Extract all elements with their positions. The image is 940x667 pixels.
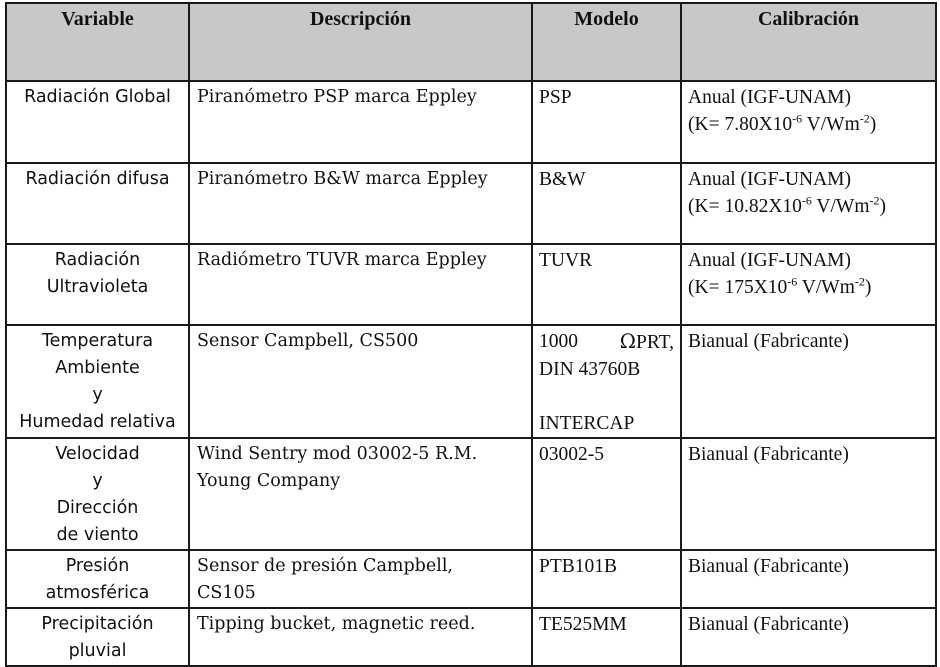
- variable-cell: [6, 608, 189, 666]
- table-row: [6, 608, 936, 666]
- variable-text: y: [92, 385, 103, 405]
- description-text: Sensor de presión Campbell,: [197, 556, 453, 576]
- instrument-table: [5, 2, 937, 667]
- description-cell: [189, 244, 532, 325]
- table-row: [6, 550, 936, 608]
- model-text: TE525MM: [539, 614, 627, 635]
- model-text: 1000 ΩPRT,: [539, 330, 674, 353]
- calibration-text: Bianual (Fabricante): [688, 614, 849, 635]
- variable-text: Velocidad: [55, 444, 140, 464]
- variable-text: Temperatura: [41, 331, 154, 351]
- header-row: [6, 3, 936, 81]
- description-text: Sensor Campbell, CS500: [197, 331, 419, 351]
- description-text: Radiómetro TUVR marca Eppley: [197, 250, 487, 270]
- description-text: Piranómetro B&W marca Eppley: [197, 169, 488, 189]
- table-row: [6, 438, 936, 550]
- variable-text: atmosférica: [45, 583, 150, 603]
- description-cell: [189, 438, 532, 550]
- table-row: [6, 325, 936, 438]
- variable-cell: [6, 81, 189, 163]
- variable-text: Presión: [65, 556, 130, 576]
- variable-text: de viento: [56, 525, 139, 545]
- model-text: PSP: [539, 87, 572, 108]
- model-text: PTB101B: [539, 556, 618, 577]
- calibration-cell: [681, 81, 936, 163]
- variable-cell: [6, 438, 189, 550]
- model-text: B&W: [539, 169, 586, 190]
- variable-text: Humedad relativa: [19, 412, 176, 432]
- model-cell: [532, 608, 681, 666]
- model-text: INTERCAP: [539, 413, 635, 434]
- variable-text: Radiación Global: [24, 87, 171, 107]
- calibration-text: Bianual (Fabricante): [688, 444, 849, 465]
- variable-text: Ambiente: [55, 358, 140, 378]
- description-text: CS105: [197, 583, 256, 603]
- description-text: Wind Sentry mod 03002-5 R.M.: [197, 444, 478, 464]
- variable-text: Dirección: [56, 498, 139, 518]
- model-cell: [532, 244, 681, 325]
- table-row: [6, 81, 936, 163]
- variable-text: y: [92, 471, 103, 491]
- calibration-constant: ($K= 175X10^{-6}$ $V/Wm^{-2}$): [688, 274, 872, 298]
- variable-text: Radiación difusa: [25, 169, 170, 189]
- description-cell: [189, 325, 532, 438]
- model-text: 03002-5: [539, 444, 604, 465]
- calibration-cell: [681, 163, 936, 244]
- header-descripcion: Descripción: [189, 3, 532, 81]
- variable-cell: [6, 550, 189, 608]
- description-cell: [189, 550, 532, 608]
- description-cell: [189, 163, 532, 244]
- omega-symbol: Ω: [619, 330, 636, 353]
- description-text: Young Company: [197, 471, 341, 491]
- calibration-cell: [681, 438, 936, 550]
- calibration-cell: [681, 244, 936, 325]
- variable-cell: [6, 163, 189, 244]
- calibration-text: Anual (IGF-UNAM): [688, 87, 852, 108]
- variable-cell: [6, 244, 189, 325]
- description-cell: [189, 608, 532, 666]
- model-cell: [532, 325, 681, 438]
- variable-text: pluvial: [68, 641, 127, 661]
- model-cell: [532, 81, 681, 163]
- variable-text: Precipitación: [41, 614, 154, 634]
- calibration-text: Anual (IGF-UNAM): [688, 169, 852, 190]
- header-variable: Variable: [6, 3, 189, 81]
- calibration-text: Bianual (Fabricante): [688, 556, 849, 577]
- table-row: [6, 244, 936, 325]
- model-cell: [532, 163, 681, 244]
- calibration-text: Bianual (Fabricante): [688, 331, 849, 352]
- calibration-cell: [681, 325, 936, 438]
- model-text: DIN 43760B: [539, 359, 641, 380]
- description-text: Piranómetro PSP marca Eppley: [197, 87, 477, 107]
- variable-cell: [6, 325, 189, 438]
- description-text: Tipping bucket, magnetic reed.: [197, 614, 476, 634]
- header-modelo: Modelo: [532, 3, 681, 81]
- model-text: [539, 383, 674, 410]
- calibration-cell: [681, 608, 936, 666]
- header-calibracion: Calibración: [681, 3, 936, 81]
- table-row: [6, 163, 936, 244]
- calibration-constant: ($K= 7.80X10^{-6}$ $V/Wm^{-2}$): [688, 111, 877, 135]
- model-cell: [532, 438, 681, 550]
- description-cell: [189, 81, 532, 163]
- variable-text: Ultravioleta: [46, 277, 149, 297]
- calibration-constant: ($K= 10.82X10^{-6}$ $V/Wm^{-2}$): [688, 193, 887, 217]
- calibration-cell: [681, 550, 936, 608]
- model-cell: [532, 550, 681, 608]
- model-text: TUVR: [539, 250, 593, 271]
- calibration-text: Anual (IGF-UNAM): [688, 250, 852, 271]
- variable-text: Radiación: [54, 250, 141, 270]
